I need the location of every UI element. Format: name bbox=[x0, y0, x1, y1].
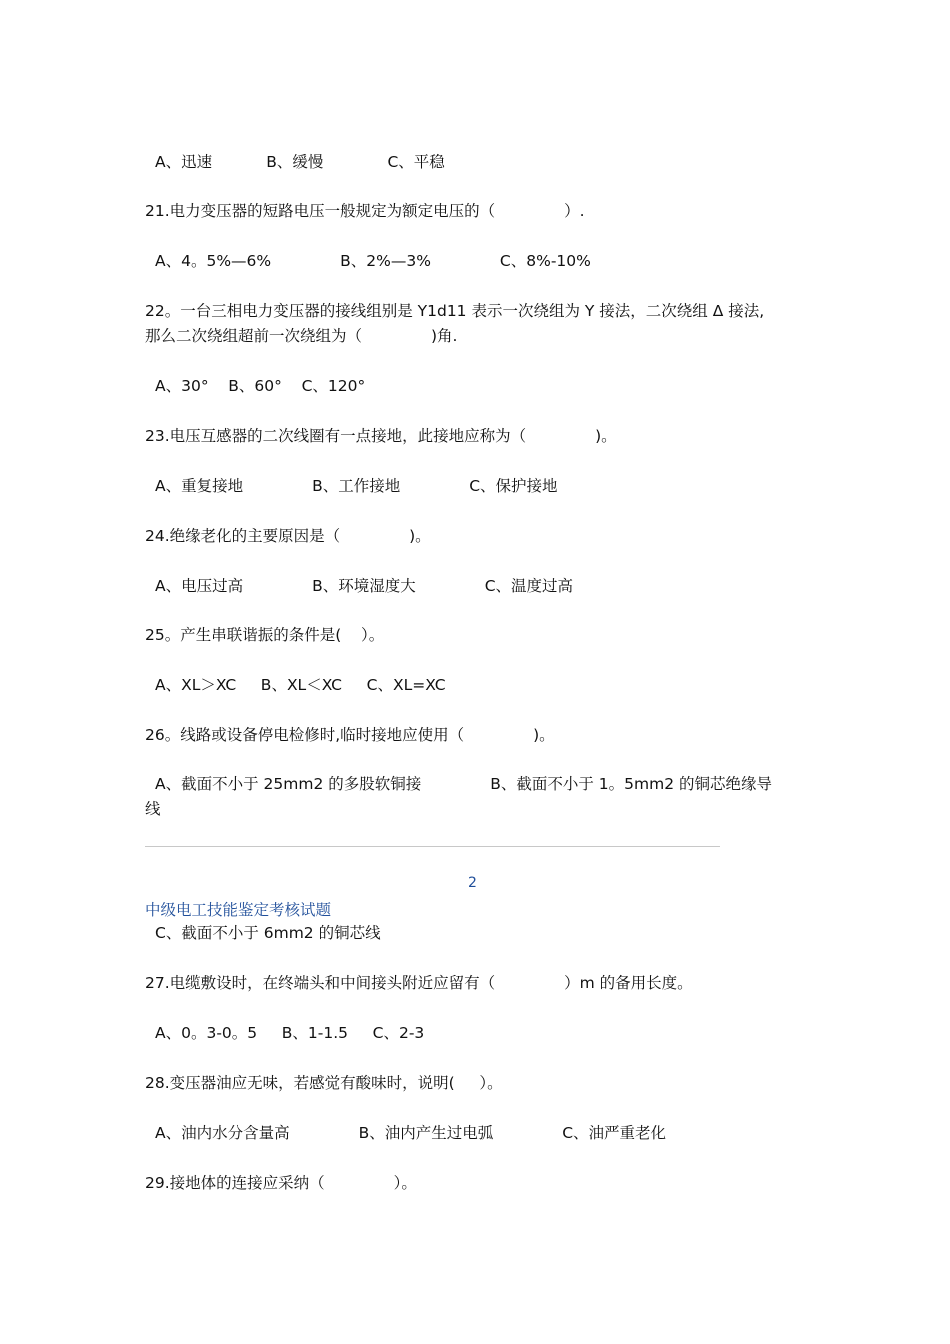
q26-options-line2: 线 bbox=[145, 800, 161, 818]
question-26: 26。线路或设备停电检修时,临时接地应使用（ )。 bbox=[145, 726, 555, 744]
q22-options: A、30° B、60° C、120° bbox=[155, 377, 366, 395]
question-23: 23.电压互感器的二次线圈有一点接地，此接地应称为（ )。 bbox=[145, 427, 617, 445]
question-28: 28.变压器油应无味，若感觉有酸味时，说明( ）。 bbox=[145, 1074, 503, 1092]
q20-options: A、迅速 B、缓慢 C、平稳 bbox=[155, 153, 445, 171]
q24-options: A、电压过高 B、环境湿度大 C、温度过高 bbox=[155, 577, 574, 595]
question-22-line1: 22。一台三相电力变压器的接线组别是 Y1d11 表示一次绕组为 Y 接法，二次绕组 Δ 接法, bbox=[145, 302, 765, 320]
q21-options: A、4。5%—6% B、2%—3% C、8%-10% bbox=[155, 252, 591, 270]
page-divider bbox=[145, 846, 720, 847]
q27-options: A、0。3-0。5 B、1-1.5 C、2-3 bbox=[155, 1024, 425, 1042]
q26-options-line1: A、截面不小于 25mm2 的多股软铜接 B、截面不小于 1。5mm2 的铜芯绝缘导 bbox=[155, 775, 772, 793]
q28-options: A、油内水分含量高 B、油内产生过电弧 C、油严重老化 bbox=[155, 1124, 667, 1142]
page-header-title: 中级电工技能鉴定考核试题 bbox=[145, 901, 332, 919]
question-25: 25。产生串联谐振的条件是( ）。 bbox=[145, 626, 385, 644]
question-22-line2: 那么二次绕组超前一次绕组为（ )角. bbox=[145, 327, 458, 345]
question-24: 24.绝缘老化的主要原因是（ )。 bbox=[145, 527, 431, 545]
q23-options: A、重复接地 B、工作接地 C、保护接地 bbox=[155, 477, 558, 495]
question-27: 27.电缆敷设时，在终端头和中间接头附近应留有（ ）m 的备用长度。 bbox=[145, 974, 693, 992]
question-29: 29.接地体的连接应采纳（ ）。 bbox=[145, 1174, 417, 1192]
question-21: 21.电力变压器的短路电压一般规定为额定电压的（ ）. bbox=[145, 202, 585, 220]
page-number: 2 bbox=[468, 875, 477, 891]
q25-options: A、XL＞XC B、XL＜XC C、XL=XC bbox=[155, 676, 446, 694]
q26-option-c: C、截面不小于 6mm2 的铜芯线 bbox=[155, 924, 381, 942]
